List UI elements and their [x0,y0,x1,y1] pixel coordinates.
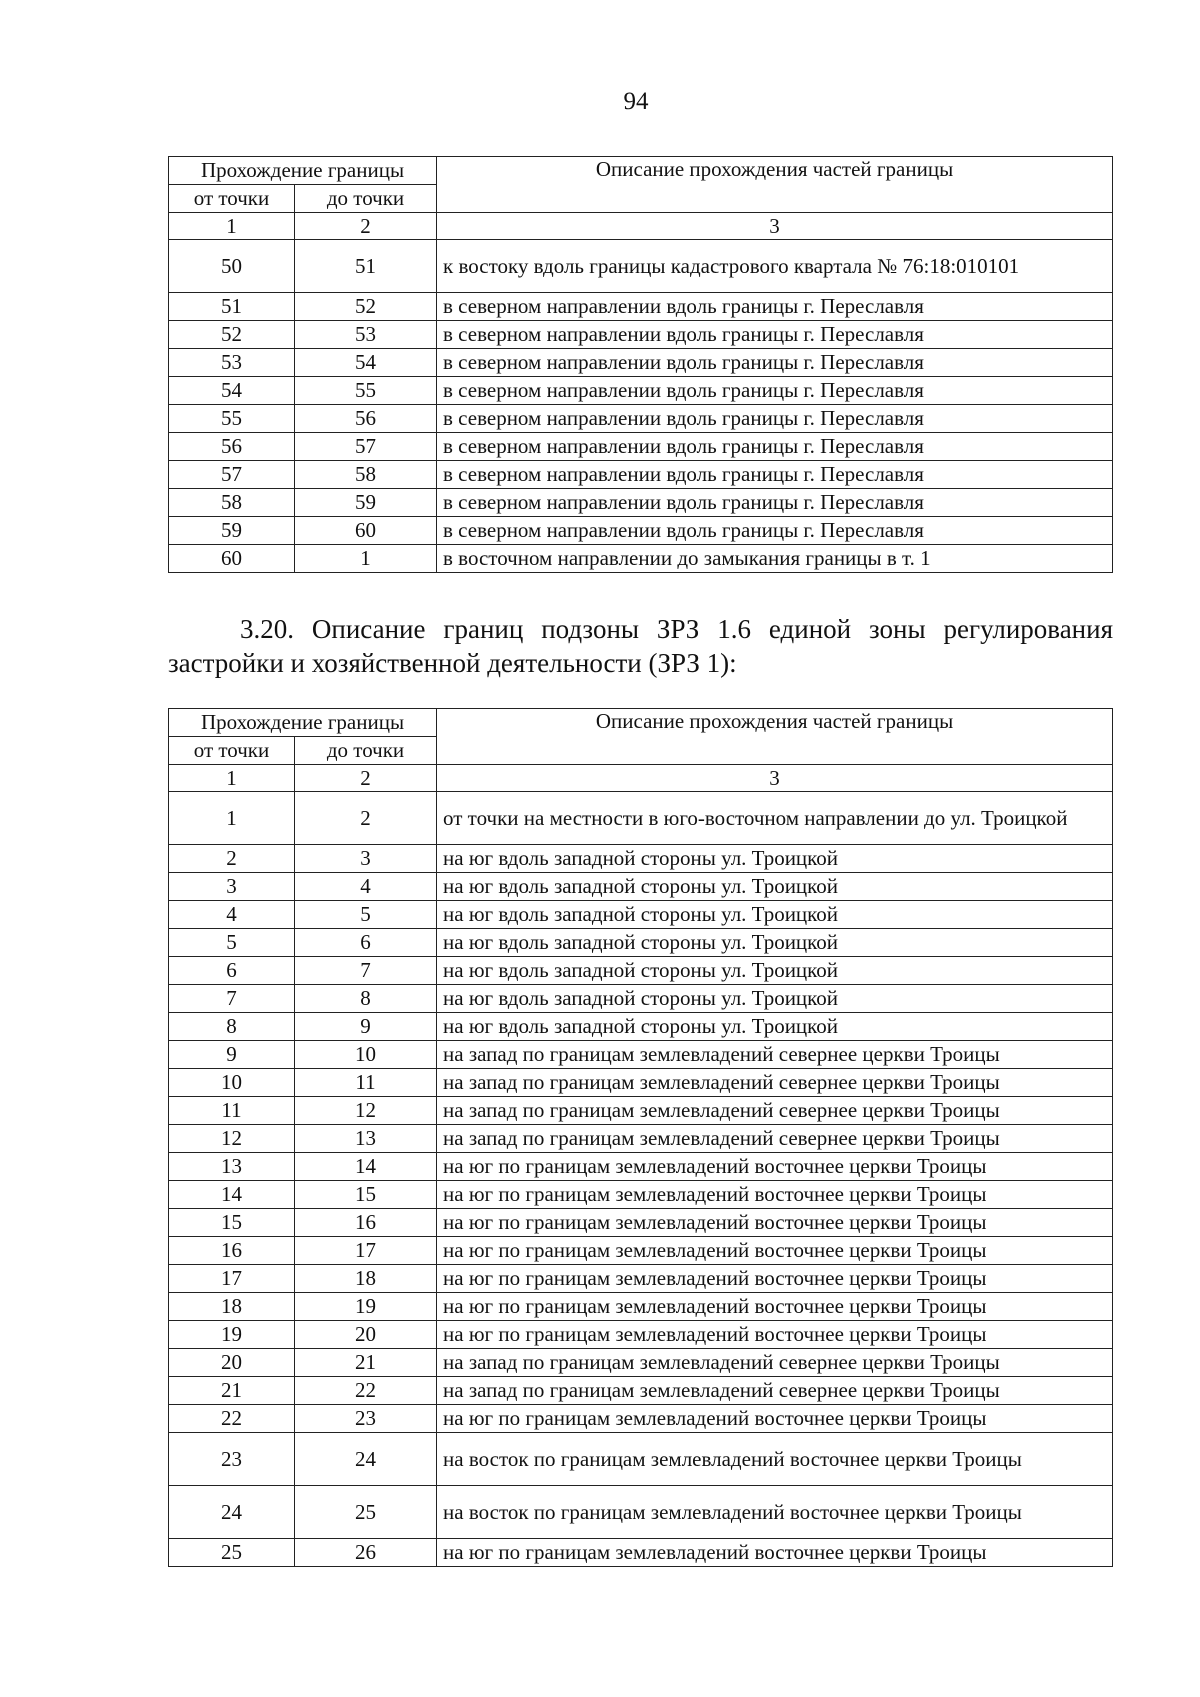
to-point-cell: 23 [295,1405,437,1433]
from-point-cell: 25 [169,1539,295,1567]
table-row [169,985,1113,1013]
from-point-cell: 51 [169,293,295,321]
to-point-cell: 21 [295,1349,437,1377]
from-point-cell: 14 [169,1181,295,1209]
table-row [169,405,1113,433]
from-point-cell: 2 [169,845,295,873]
description-cell: в северном направлении вдоль границы г. Переславля [437,293,1113,321]
description-cell: на юг по границам землевладений восточнее церкви Троицы [437,1209,1113,1237]
to-point-cell: 60 [295,517,437,545]
description-cell: на запад по границам землевладений севернее церкви Троицы [437,1069,1113,1097]
header-passage: Прохождение границы [169,157,437,185]
table-row [169,957,1113,985]
header-description: Описание прохождения частей границы [437,157,1113,213]
description-cell: в северном направлении вдоль границы г. Переславля [437,321,1113,349]
table-row [169,1321,1113,1349]
table-row [169,377,1113,405]
to-point-cell: 53 [295,321,437,349]
to-point-cell: 14 [295,1153,437,1181]
header-passage: Прохождение границы [169,709,437,737]
to-point-cell: 10 [295,1041,437,1069]
to-point-cell: 12 [295,1097,437,1125]
description-cell: на юг по границам землевладений восточнее церкви Троицы [437,1539,1113,1567]
description-cell: на юг по границам землевладений восточнее церкви Троицы [437,1265,1113,1293]
from-point-cell: 57 [169,461,295,489]
from-point-cell: 54 [169,377,295,405]
column-number: 3 [437,213,1113,240]
from-point-cell: 23 [169,1433,295,1486]
table-row [169,1125,1113,1153]
table-row [169,929,1113,957]
to-point-cell: 15 [295,1181,437,1209]
description-cell: на запад по границам землевладений севернее церкви Троицы [437,1041,1113,1069]
from-point-cell: 15 [169,1209,295,1237]
from-point-cell: 1 [169,792,295,845]
boundary-table-1 [168,156,1113,573]
to-point-cell: 11 [295,1069,437,1097]
table-row [169,1209,1113,1237]
from-point-cell: 59 [169,517,295,545]
column-number: 1 [169,765,295,792]
description-cell: на запад по границам землевладений севернее церкви Троицы [437,1349,1113,1377]
to-point-cell: 52 [295,293,437,321]
section-heading: 3.20. Описание границ подзоны ЗРЗ 1.6 единой зоны регулирования застройки и хозяйственной деятельности (ЗРЗ 1): [168,614,1113,678]
description-cell: на юг вдоль западной стороны ул. Троицкой [437,901,1113,929]
from-point-cell: 55 [169,405,295,433]
description-cell: к востоку вдоль границы кадастрового квартала № 76:18:010101 [437,240,1113,293]
to-point-cell: 56 [295,405,437,433]
table-row [169,1405,1113,1433]
from-point-cell: 22 [169,1405,295,1433]
table-row [169,1377,1113,1405]
to-point-cell: 9 [295,1013,437,1041]
to-point-cell: 26 [295,1539,437,1567]
description-cell: в северном направлении вдоль границы г. Переславля [437,517,1113,545]
header-description: Описание прохождения частей границы [437,709,1113,765]
table-row [169,349,1113,377]
table-row [169,433,1113,461]
table-row [169,1349,1113,1377]
table-row [169,1293,1113,1321]
to-point-cell: 57 [295,433,437,461]
description-cell: на юг по границам землевладений восточнее церкви Троицы [437,1321,1113,1349]
description-cell: в северном направлении вдоль границы г. Переславля [437,405,1113,433]
header-from-point: от точки [169,737,295,765]
to-point-cell: 17 [295,1237,437,1265]
table-row [169,1153,1113,1181]
description-cell: на юг по границам землевладений восточнее церкви Троицы [437,1181,1113,1209]
boundary-table-2 [168,708,1113,1567]
description-cell: на запад по границам землевладений севернее церкви Троицы [437,1377,1113,1405]
table-row [169,545,1113,573]
to-point-cell: 8 [295,985,437,1013]
from-point-cell: 8 [169,1013,295,1041]
description-cell: на запад по границам землевладений севернее церкви Троицы [437,1097,1113,1125]
to-point-cell: 22 [295,1377,437,1405]
description-cell: от точки на местности в юго-восточном направлении до ул. Троицкой [437,792,1113,845]
description-cell: в северном направлении вдоль границы г. Переславля [437,489,1113,517]
from-point-cell: 24 [169,1486,295,1539]
to-point-cell: 58 [295,461,437,489]
table-row [169,1181,1113,1209]
to-point-cell: 24 [295,1433,437,1486]
table-row [169,873,1113,901]
to-point-cell: 1 [295,545,437,573]
description-cell: в северном направлении вдоль границы г. Переславля [437,433,1113,461]
from-point-cell: 6 [169,957,295,985]
table-row [169,901,1113,929]
description-cell: на юг по границам землевладений восточнее церкви Троицы [437,1153,1113,1181]
description-cell: на юг по границам землевладений восточнее церкви Троицы [437,1293,1113,1321]
table-row [169,1237,1113,1265]
from-point-cell: 18 [169,1293,295,1321]
description-cell: на юг вдоль западной стороны ул. Троицкой [437,929,1113,957]
column-number: 2 [295,765,437,792]
table-row [169,461,1113,489]
table-row [169,489,1113,517]
description-cell: в северном направлении вдоль границы г. Переславля [437,461,1113,489]
table-row [169,1069,1113,1097]
from-point-cell: 11 [169,1097,295,1125]
column-number: 2 [295,213,437,240]
to-point-cell: 20 [295,1321,437,1349]
table-row [169,792,1113,845]
description-cell: на запад по границам землевладений севернее церкви Троицы [437,1125,1113,1153]
description-cell: на юг по границам землевладений восточнее церкви Троицы [437,1237,1113,1265]
header-from-point: от точки [169,185,295,213]
to-point-cell: 4 [295,873,437,901]
column-number: 3 [437,765,1113,792]
to-point-cell: 5 [295,901,437,929]
description-cell: на юг вдоль западной стороны ул. Троицкой [437,985,1113,1013]
from-point-cell: 60 [169,545,295,573]
to-point-cell: 6 [295,929,437,957]
to-point-cell: 54 [295,349,437,377]
table-row [169,845,1113,873]
from-point-cell: 50 [169,240,295,293]
to-point-cell: 2 [295,792,437,845]
description-cell: в северном направлении вдоль границы г. Переславля [437,377,1113,405]
from-point-cell: 13 [169,1153,295,1181]
header-to-point: до точки [295,185,437,213]
to-point-cell: 13 [295,1125,437,1153]
from-point-cell: 17 [169,1265,295,1293]
from-point-cell: 5 [169,929,295,957]
table-row [169,321,1113,349]
from-point-cell: 58 [169,489,295,517]
table-row [169,1041,1113,1069]
to-point-cell: 19 [295,1293,437,1321]
from-point-cell: 56 [169,433,295,461]
to-point-cell: 25 [295,1486,437,1539]
from-point-cell: 9 [169,1041,295,1069]
to-point-cell: 18 [295,1265,437,1293]
header-to-point: до точки [295,737,437,765]
to-point-cell: 51 [295,240,437,293]
to-point-cell: 3 [295,845,437,873]
to-point-cell: 7 [295,957,437,985]
from-point-cell: 19 [169,1321,295,1349]
description-cell: в северном направлении вдоль границы г. Переславля [437,349,1113,377]
column-number: 1 [169,213,295,240]
from-point-cell: 12 [169,1125,295,1153]
to-point-cell: 16 [295,1209,437,1237]
from-point-cell: 16 [169,1237,295,1265]
description-cell: на юг вдоль западной стороны ул. Троицкой [437,957,1113,985]
from-point-cell: 20 [169,1349,295,1377]
table-row [169,1486,1113,1539]
table-row [169,1013,1113,1041]
description-cell: в восточном направлении до замыкания границы в т. 1 [437,545,1113,573]
description-cell: на восток по границам землевладений восточнее церкви Троицы [437,1486,1113,1539]
table-row [169,1433,1113,1486]
to-point-cell: 59 [295,489,437,517]
table-row [169,1539,1113,1567]
from-point-cell: 53 [169,349,295,377]
description-cell: на восток по границам землевладений восточнее церкви Троицы [437,1433,1113,1486]
from-point-cell: 21 [169,1377,295,1405]
from-point-cell: 3 [169,873,295,901]
page-number: 94 [623,88,649,115]
description-cell: на юг вдоль западной стороны ул. Троицкой [437,873,1113,901]
to-point-cell: 55 [295,377,437,405]
from-point-cell: 52 [169,321,295,349]
description-cell: на юг вдоль западной стороны ул. Троицкой [437,845,1113,873]
description-cell: на юг вдоль западной стороны ул. Троицкой [437,1013,1113,1041]
from-point-cell: 10 [169,1069,295,1097]
from-point-cell: 4 [169,901,295,929]
table-row [169,1097,1113,1125]
from-point-cell: 7 [169,985,295,1013]
table-row [169,240,1113,293]
table-row [169,517,1113,545]
table-row [169,293,1113,321]
table-row [169,1265,1113,1293]
description-cell: на юг по границам землевладений восточнее церкви Троицы [437,1405,1113,1433]
